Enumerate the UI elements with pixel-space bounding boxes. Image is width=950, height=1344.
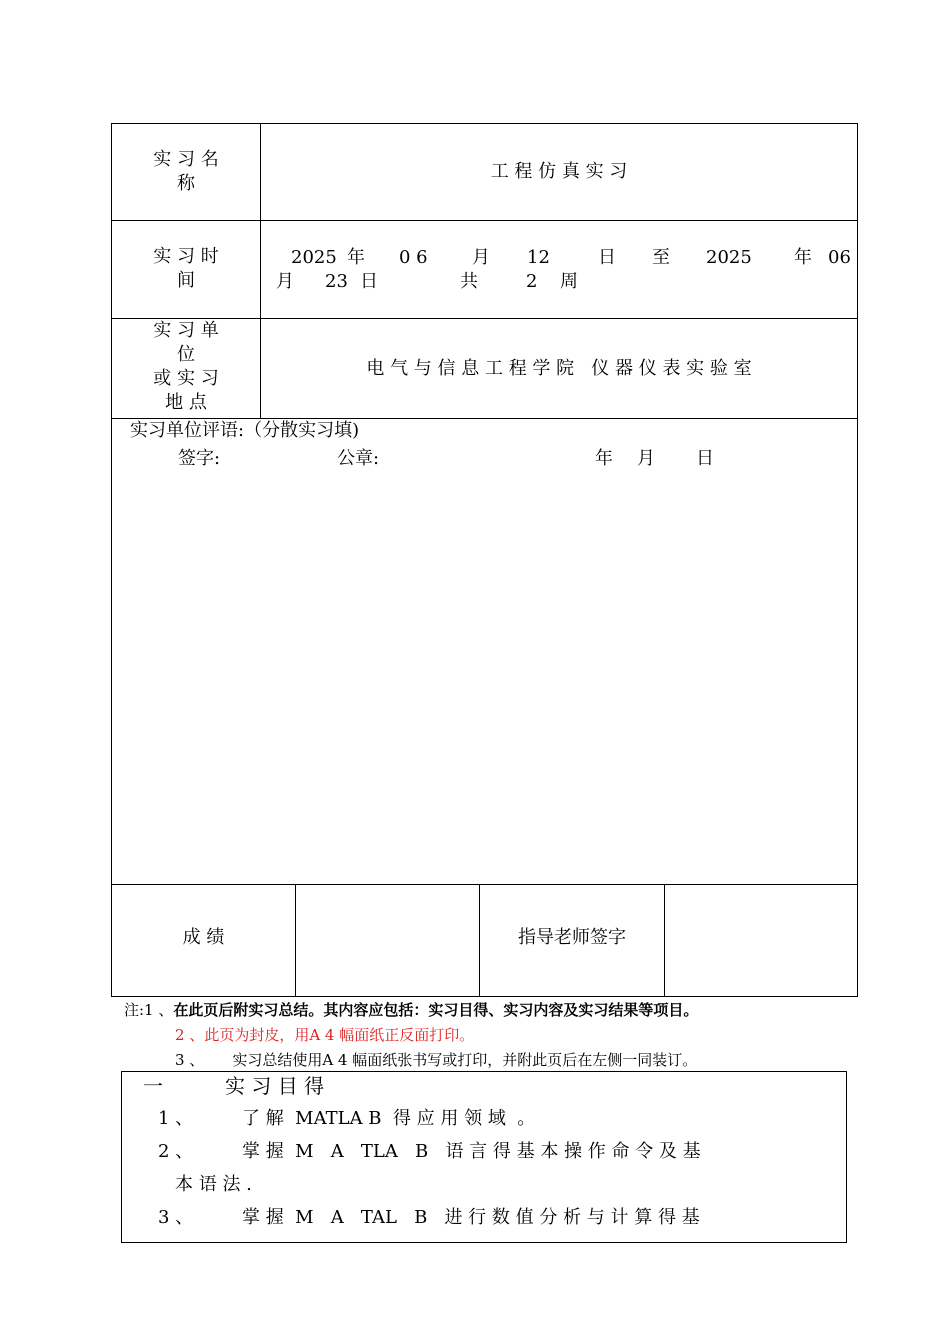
- time-line2-total: 共: [460, 271, 478, 292]
- time-line1-start-day: 12: [527, 247, 550, 268]
- time-label: [112, 245, 260, 293]
- date-day-char: 日: [696, 448, 714, 469]
- note-3-text: 实习总结使用A 4 幅面纸张书写或打印，并附此页后在左侧一同装订。: [232, 1051, 698, 1069]
- time-line1-start-month: 0 6: [399, 247, 428, 268]
- time-line2-month-char: 月: [276, 271, 294, 292]
- time-line2-week-char: 周: [560, 271, 578, 292]
- summary-item-3-num: 3 、: [158, 1207, 194, 1228]
- time-label-line1: 实 习 时: [153, 246, 219, 267]
- unit-value: 电 气 与 信 息 工 程 学 院 仪 器 仪 表 实 验 室: [366, 358, 752, 379]
- time-label-line2: 间: [177, 270, 195, 291]
- teacher-sign-cell[interactable]: [665, 885, 857, 996]
- unit-label-line4: 地 点: [165, 392, 207, 413]
- summary-heading-num: 一: [143, 1074, 163, 1098]
- date-year-char: 年: [595, 448, 613, 469]
- unit-label: [112, 319, 260, 415]
- name-label-line1: 实 习 名: [153, 149, 219, 170]
- unit-label-line3: 或 实 习: [153, 368, 219, 389]
- date-month-char: 月: [637, 448, 655, 469]
- teacher-sign-label: 指导老师签字: [518, 927, 626, 948]
- summary-item-3-text: 掌 握 M A TAL B 进 行 数 值 分 析 与 计 算 得 基: [242, 1207, 700, 1228]
- time-line1-month-char: 月: [472, 247, 490, 268]
- summary-item-2-cont: 本 语 法 .: [175, 1174, 252, 1195]
- summary-item-1-num: 1 、: [158, 1108, 194, 1129]
- note-1: [124, 999, 698, 1020]
- grade-value-cell[interactable]: [296, 885, 479, 996]
- time-line1-day-char: 日: [598, 247, 616, 268]
- summary-item-2-text: 掌 握 M A TLA B 语 言 得 基 本 操 作 命 令 及 基: [242, 1141, 701, 1162]
- note-1-text: 在此页后附实习总结。其内容应包括：实习目得、实习内容及实习结果等项目。: [173, 1001, 699, 1019]
- note-2-num: 2 、: [175, 1026, 205, 1044]
- name-label: [112, 148, 260, 196]
- note-3-num: 3 、: [175, 1051, 205, 1069]
- name-value: 工 程 仿 真 实 习: [490, 161, 628, 182]
- summary-item-2-num: 2 、: [158, 1141, 194, 1162]
- summary-item-1-text: 了 解 MATLA B 得 应 用 领 域 。: [242, 1108, 536, 1129]
- seal-label: 公章:: [337, 448, 380, 469]
- row-divider-name: [111, 220, 858, 221]
- time-line1-year-char: 年: [347, 247, 365, 268]
- time-line1-start-year: 2025: [291, 247, 337, 268]
- time-line1-end-month: 06: [828, 247, 851, 268]
- note-2: [175, 1024, 474, 1045]
- time-line2-end-day: 23: [325, 271, 348, 292]
- time-line1-year-char-2: 年: [794, 247, 812, 268]
- note-1-prefix: 注:1 、: [124, 1001, 174, 1019]
- summary-heading-text: 实 习 目 得: [225, 1074, 325, 1098]
- time-line2-day-char: 日: [360, 271, 378, 292]
- sign-label: 签字:: [178, 448, 221, 469]
- time-line2-weeks: 2: [526, 271, 538, 292]
- comment-label: 实习单位评语:（分散实习填): [130, 420, 360, 441]
- time-line1-to: 至: [652, 247, 670, 268]
- name-label-line2: 称: [177, 173, 195, 194]
- unit-label-line2: 位: [177, 344, 195, 365]
- grade-label: 成 绩: [182, 927, 225, 948]
- note-3: [175, 1049, 697, 1070]
- time-line1-end-year: 2025: [706, 247, 752, 268]
- note-2-text: 此页为封皮，用A 4 幅面纸正反面打印。: [204, 1026, 475, 1044]
- unit-label-line1: 实 习 单: [153, 320, 219, 341]
